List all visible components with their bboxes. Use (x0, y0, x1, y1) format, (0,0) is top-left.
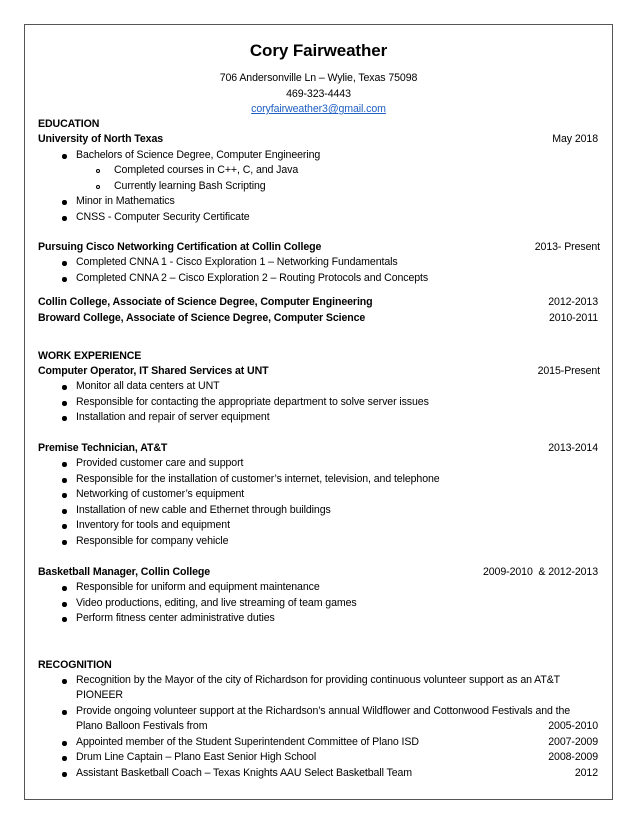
bullet-icon (62, 679, 67, 684)
recognition-item-4-date: 2008-2009 (548, 751, 598, 763)
recognition-item-3-date: 2007-2009 (548, 736, 598, 748)
education-heading: EDUCATION (38, 118, 100, 130)
recognition-item-5-date: 2012 (574, 767, 598, 779)
resume-page (24, 24, 613, 800)
job-1-item: Monitor all data centers at UNT (76, 380, 220, 392)
job-3-date: 2009-2010 & 2012-2013 (482, 566, 598, 578)
phone: 469-323-4443 (286, 88, 351, 100)
cisco-title: Pursuing Cisco Networking Certification at Collin College (38, 241, 322, 253)
bullet-icon (62, 200, 67, 205)
bullet-icon (62, 617, 67, 622)
job-2-item: Responsible for the installation of customer’s internet, television, and telephone (76, 473, 440, 485)
job-2-item: Provided customer care and support (76, 457, 244, 469)
job-1-item: Installation and repair of server equipment (76, 411, 270, 423)
job-1-item: Responsible for contacting the appropriate department to solve server issues (76, 396, 429, 408)
job-2-item: Networking of customer’s equipment (76, 488, 245, 500)
bullet-icon (62, 756, 67, 761)
work-heading: WORK EXPERIENCE (38, 350, 142, 362)
circle-bullet-icon (96, 169, 100, 173)
collin-degree: Collin College, Associate of Science Degree, Computer Engineering (38, 296, 373, 308)
recognition-item-2: Provide ongoing volunteer support at the Richardson’s annual Wildflower and Cottonwood Festivals and the (76, 705, 571, 717)
bullet-icon (62, 586, 67, 591)
bullet-icon (62, 216, 67, 221)
bullet-icon (62, 540, 67, 545)
candidate-name: Cory Fairweather (249, 41, 388, 60)
broward-degree: Broward College, Associate of Science Degree, Computer Science (38, 312, 366, 324)
job-1-date: 2015-Present (537, 365, 600, 377)
circle-bullet-icon (96, 185, 100, 189)
broward-date: 2010-2011 (549, 312, 598, 324)
job-2-title: Premise Technician, AT&T (38, 442, 168, 454)
bullet-icon (62, 462, 67, 467)
recognition-item-5: Assistant Basketball Coach – Texas Knights AAU Select Basketball Team (76, 767, 413, 779)
bullet-icon (62, 385, 67, 390)
bullet-icon (62, 493, 67, 498)
bullet-icon (62, 416, 67, 421)
job-3-item: Responsible for uniform and equipment maintenance (76, 581, 320, 593)
bullet-icon (62, 741, 67, 746)
unt-sub-2: Currently learning Bash Scripting (114, 180, 266, 192)
job-2-item: Inventory for tools and equipment (76, 519, 230, 531)
recognition-item-1: Recognition by the Mayor of the city of Richardson for providing continuous volunteer support as an AT&T (76, 674, 561, 686)
bullet-icon (62, 478, 67, 483)
cisco-date: 2013- Present (534, 241, 600, 253)
bullet-icon (62, 524, 67, 529)
unt-minor: Minor in Mathematics (76, 195, 175, 207)
unt-date: May 2018 (552, 133, 598, 145)
email-link[interactable]: coryfairweather3@gmail.com (251, 103, 386, 115)
job-2-item: Installation of new cable and Ethernet through buildings (76, 504, 331, 516)
bullet-icon (62, 509, 67, 514)
unt-cert: CNSS - Computer Security Certificate (76, 211, 250, 223)
cisco-item-2: Completed CNNA 2 – Cisco Exploration 2 – Routing Protocols and Concepts (76, 272, 429, 284)
recognition-heading: RECOGNITION (38, 659, 112, 671)
job-2-item: Responsible for company vehicle (76, 535, 229, 547)
cisco-item-1: Completed CNNA 1 - Cisco Exploration 1 – Networking Fundamentals (76, 256, 398, 268)
unt-sub-1: Completed courses in C++, C, and Java (114, 164, 299, 176)
bullet-icon (62, 277, 67, 282)
bullet-icon (62, 602, 67, 607)
bullet-icon (62, 710, 67, 715)
recognition-item-3: Appointed member of the Student Superintendent Committee of Plano ISD (76, 736, 419, 748)
job-1-title: Computer Operator, IT Shared Services at UNT (38, 365, 269, 377)
unt-degree: Bachelors of Science Degree, Computer Engineering (76, 149, 321, 161)
unt-school: University of North Texas (38, 133, 164, 145)
job-3-title: Basketball Manager, Collin College (38, 566, 211, 578)
recognition-item-4: Drum Line Captain – Plano East Senior High School (76, 751, 317, 763)
recognition-item-1-cont: PIONEER (76, 689, 123, 701)
job-3-item: Video productions, editing, and live streaming of team games (76, 597, 357, 609)
job-3-item: Perform fitness center administrative duties (76, 612, 275, 624)
bullet-icon (62, 401, 67, 406)
collin-date: 2012-2013 (548, 296, 598, 308)
bullet-icon (62, 154, 67, 159)
bullet-icon (62, 261, 67, 266)
bullet-icon (62, 772, 67, 777)
job-2-date: 2013-2014 (548, 442, 598, 454)
recognition-item-2-date: 2005-2010 (548, 720, 598, 732)
address: 706 Andersonville Ln – Wylie, Texas 75098 (219, 72, 418, 84)
recognition-item-2-cont: Plano Balloon Festivals from (76, 720, 208, 732)
